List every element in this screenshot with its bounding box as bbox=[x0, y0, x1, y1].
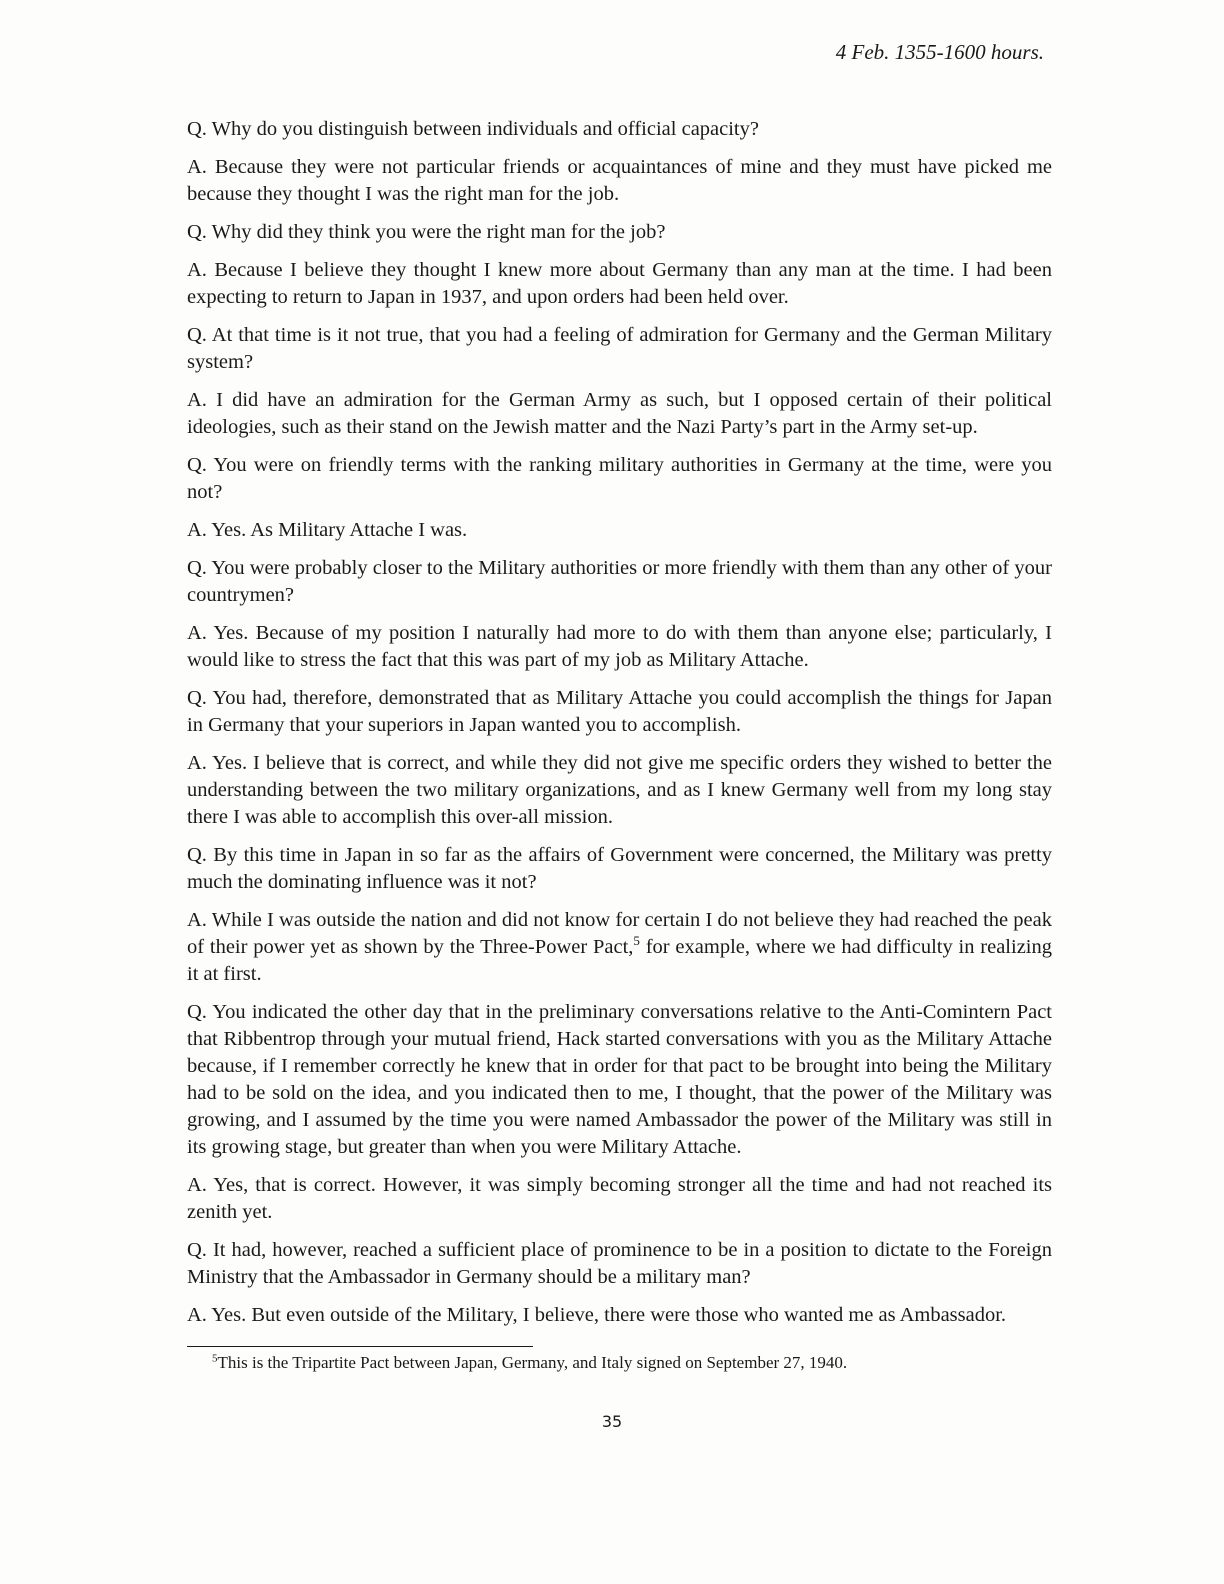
question-paragraph: Q. At that time is it not true, that you had a feeling of admiration for Germany and the German Military system? bbox=[187, 324, 1052, 373]
answer-text-before-mark: A. While I was outside the nation and did not know for certain I do not believe they had reached the peak of their power yet as shown by the Three-Power Pact, bbox=[187, 909, 1052, 958]
answer-paragraph: A. I did have an admiration for the German Army as such, but I opposed certain of their political ideologies, such as their stand on the Jewish matter and the Nazi Party’s part in the Army set-up. bbox=[187, 389, 1052, 438]
answer-paragraph: A. Yes. Because of my position I naturally had more to do with them than anyone else; particularly, I would like to stress the fact that this was part of my job as Military Attache. bbox=[187, 622, 1052, 671]
footnote-reference-mark: 5 bbox=[633, 933, 640, 949]
transcript-body bbox=[187, 116, 1052, 1340]
session-header: 4 Feb. 1355-1600 hours. bbox=[835, 40, 1044, 64]
footnote-divider bbox=[187, 1346, 533, 1347]
answer-paragraph-with-footnote bbox=[187, 907, 1052, 988]
footnote-mark: 5 bbox=[212, 1352, 218, 1365]
answer-paragraph: A. Because I believe they thought I knew more about Germany than any man at the time. I had been expecting to return to Japan in 1937, and upon orders had been held over. bbox=[187, 259, 1052, 308]
footnote bbox=[212, 1352, 1052, 1374]
answer-paragraph: A. Because they were not particular friends or acquaintances of mine and they must have picked me because they thought I was the right man for the job. bbox=[187, 156, 1052, 205]
question-paragraph: Q. You were probably closer to the Military authorities or more friendly with them than any other of your countrymen? bbox=[187, 557, 1052, 606]
question-paragraph: Q. You indicated the other day that in the preliminary conversations relative to the Anti-Comintern Pact that Ribbentrop through your mutual friend, Hack started conversations with you as the Military Attache because, if I remember correctly he knew that in order for that pact to be brought into being the Military had to be sold on the idea, and you indicated then to me, I thought, that the power of the Military was growing, and I assumed by the time you were named Ambassador the power of the Military was still in its growing stage, but greater than when you were Military Attache. bbox=[187, 1001, 1052, 1158]
question-paragraph: Q. Why do you distinguish between individuals and official capacity? bbox=[187, 118, 759, 140]
answer-text-after-mark: for example, where we had difficulty in realizing it at first. bbox=[187, 936, 1052, 985]
page-number: 35 bbox=[601, 1412, 623, 1431]
footnote-text: This is the Tripartite Pact between Japan, Germany, and Italy signed on September 27, 1940. bbox=[217, 1353, 848, 1372]
question-paragraph: Q. You had, therefore, demonstrated that as Military Attache you could accomplish the things for Japan in Germany that your superiors in Japan wanted you to accomplish. bbox=[187, 687, 1052, 736]
question-paragraph: Q. It had, however, reached a sufficient place of prominence to be in a position to dictate to the Foreign Ministry that the Ambassador in Germany should be a military man? bbox=[187, 1239, 1052, 1288]
question-paragraph: Q. By this time in Japan in so far as the affairs of Government were concerned, the Military was pretty much the dominating influence was it not? bbox=[187, 844, 1052, 893]
question-paragraph: Q. You were on friendly terms with the ranking military authorities in Germany at the time, were you not? bbox=[187, 454, 1052, 503]
answer-paragraph: A. Yes. But even outside of the Military, I believe, there were those who wanted me as Ambassador. bbox=[187, 1304, 1007, 1326]
answer-paragraph: A. Yes. As Military Attache I was. bbox=[187, 519, 468, 541]
answer-paragraph: A. Yes, that is correct. However, it was simply becoming stronger all the time and had not reached its zenith yet. bbox=[187, 1174, 1052, 1223]
question-paragraph: Q. Why did they think you were the right man for the job? bbox=[187, 221, 666, 243]
answer-paragraph: A. Yes. I believe that is correct, and while they did not give me specific orders they wished to better the understanding between the two military organizations, and as I knew Germany well from my long stay there I was able to accomplish this over-all mission. bbox=[187, 752, 1052, 828]
